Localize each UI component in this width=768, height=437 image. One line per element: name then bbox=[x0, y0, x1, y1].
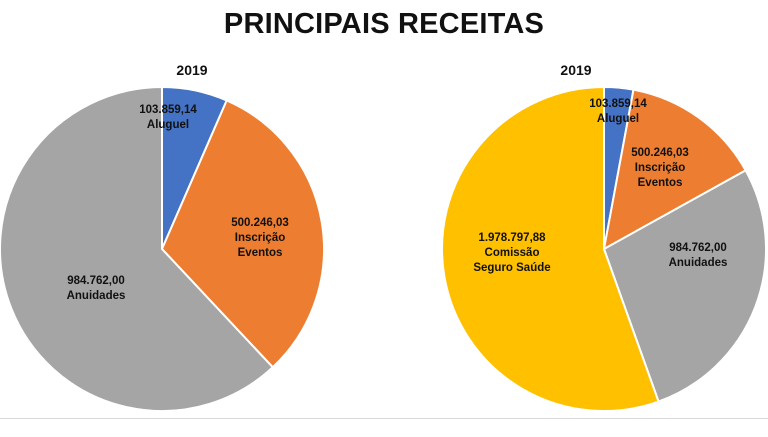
slice-value-label: 500.246,03 bbox=[631, 147, 689, 159]
bottom-divider bbox=[0, 418, 768, 419]
slice-category-label: Inscrição bbox=[634, 162, 686, 174]
slice-data-label bbox=[231, 217, 289, 259]
slice-value-label: 103.859,14 bbox=[139, 104, 197, 116]
slice-value-label: 500.246,03 bbox=[231, 217, 289, 229]
slice-category-label: Eventos bbox=[637, 177, 683, 189]
pie-chart-right bbox=[384, 0, 768, 437]
chart-title: 2019 bbox=[560, 62, 592, 78]
slice-category-label: Aluguel bbox=[146, 119, 190, 131]
slice-category-label: Inscrição bbox=[234, 232, 286, 244]
slice-data-label bbox=[473, 232, 550, 274]
slice-value-label: 103.859,14 bbox=[589, 98, 647, 110]
slice-category-label: Aluguel bbox=[596, 113, 640, 125]
slice-category-label: Anuidades bbox=[668, 257, 728, 269]
slice-value-label: 984.762,00 bbox=[669, 242, 727, 254]
slice-category-label: Seguro Saúde bbox=[473, 262, 551, 274]
slice-category-label: Anuidades bbox=[66, 290, 126, 302]
pie-svg-right bbox=[384, 0, 768, 437]
slice-category-label: Eventos bbox=[237, 247, 283, 259]
page-title: PRINCIPAIS RECEITAS bbox=[223, 8, 545, 40]
slice-value-label: 984.762,00 bbox=[67, 275, 125, 287]
slice-data-label bbox=[631, 147, 689, 189]
slice-category-label: Comissão bbox=[484, 247, 540, 259]
chart-title: 2019 bbox=[176, 62, 208, 78]
slice-value-label: 1.978.797,88 bbox=[478, 232, 546, 244]
